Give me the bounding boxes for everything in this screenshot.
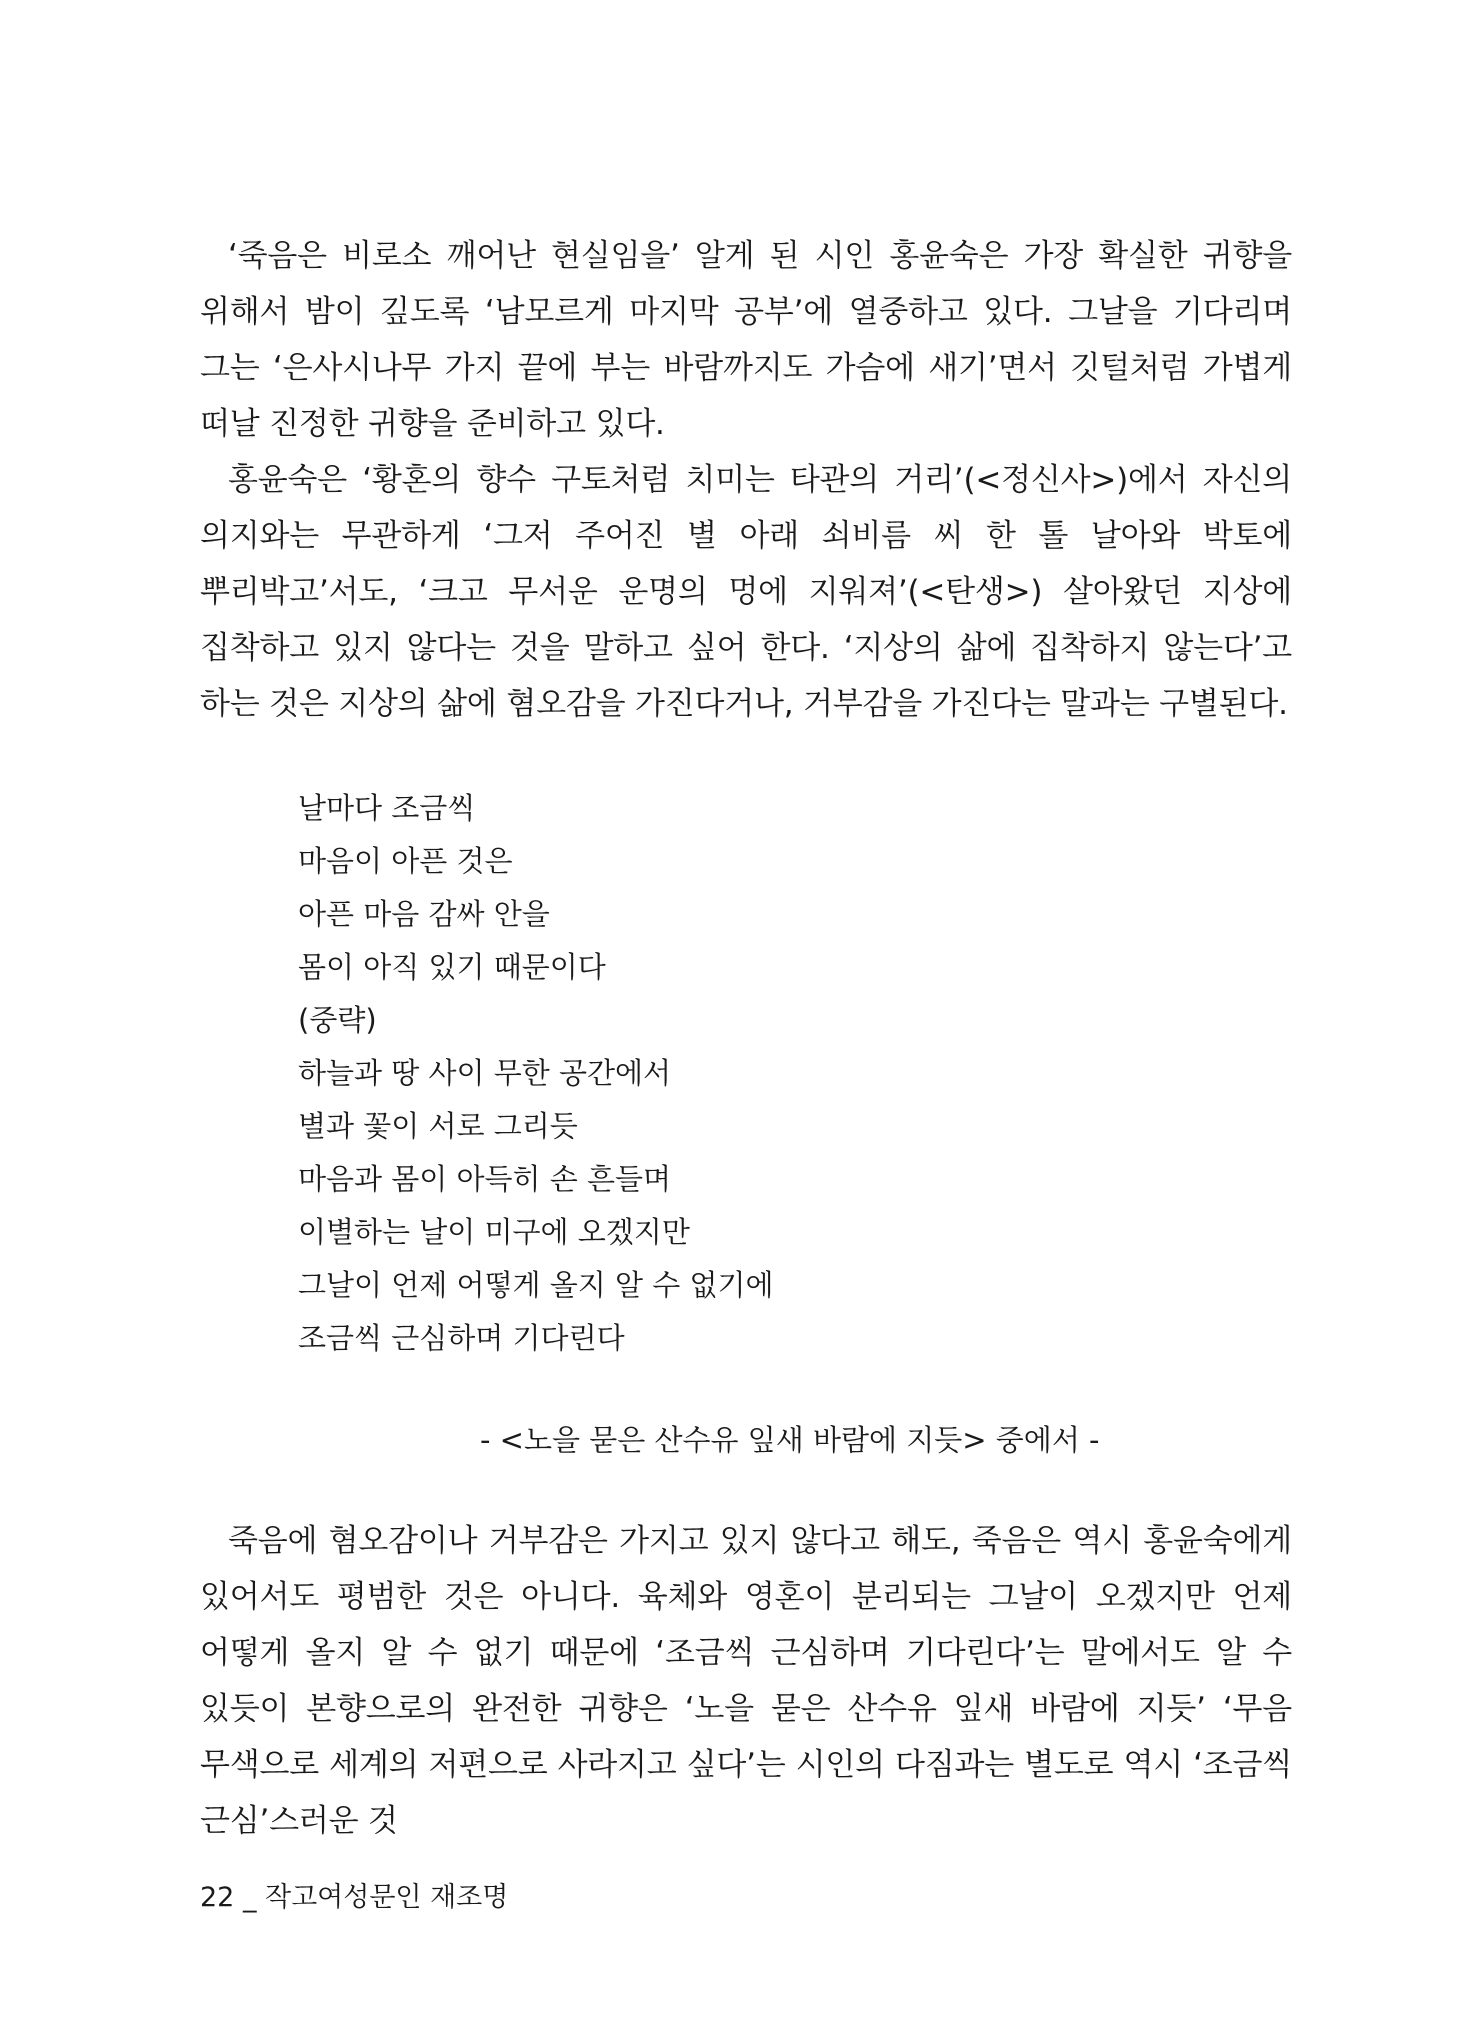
poem-line: 별과 꽃이 서로 그리듯 <box>298 1109 578 1143</box>
body-paragraph-3: 죽음에 혐오감이나 거부감은 가지고 있지 않다고 해도, 죽음은 역시 홍윤숙에게 있어서도 평범한 것은 아니다. 육체와 영혼이 분리되는 그날이 오겠지만 언제 어떻게 올지 알 수 없기 때문에 ‘조금씩 근심하며 기다린다’는 말에서도 알 수 있듯이 본향으로의 완전한 귀향은 ‘노을 묻은 산수유 잎새 바람에 지듯’ ‘무음 무색으로 세계의 저편으로 사라지고 싶다’는 시인의 다짐과는 별도로 역시 ‘조금씩 근심’스러운 것 <box>200 1523 1292 1839</box>
poem-line: 아픈 마음 감싸 안을 <box>298 897 550 931</box>
poem-line: 그날이 언제 어떻게 올지 알 수 없기에 <box>298 1268 774 1302</box>
poem-line: 조금씩 근심하며 기다린다 <box>298 1321 625 1355</box>
page-footer: 22 _ 작고여성문인 재조명 <box>200 1882 509 1913</box>
poem-line: 마음과 몸이 아득히 손 흔들며 <box>298 1162 672 1196</box>
poem-line: 날마다 조금씩 <box>298 791 476 825</box>
poem-line: (중략) <box>298 1003 377 1037</box>
poem-line: 하늘과 땅 사이 무한 공간에서 <box>298 1056 672 1090</box>
poem-line: 몸이 아직 있기 때문이다 <box>298 950 606 984</box>
poem-line: 이별하는 날이 미구에 오겠지만 <box>298 1215 690 1249</box>
poem-quote <box>298 782 774 1365</box>
body-paragraph-2: 홍윤숙은 ‘황혼의 향수 구토처럼 치미는 타관의 거리’(<정신사>)에서 자신의 의지와는 무관하게 ‘그저 주어진 별 아래 쇠비름 씨 한 톨 날아와 박토에 뿌리박고’서도, ‘크고 무서운 운명의 멍에 지워져’(<탄생>) 살아왔던 지상에 집착하고 있지 않다는 것을 말하고 싶어 한다. ‘지상의 삶에 집착하지 않는다’고 하는 것은 지상의 삶에 혐오감을 가진다거나, 거부감을 가진다는 말과는 구별된다. <box>200 462 1292 722</box>
poem-source-citation: - <노을 묻은 산수유 잎새 바람에 지듯> 중에서 - <box>480 1423 1100 1457</box>
poem-line: 마음이 아픈 것은 <box>298 844 513 878</box>
body-paragraph-1: ‘죽음은 비로소 깨어난 현실임을’ 알게 된 시인 홍윤숙은 가장 확실한 귀향을 위해서 밤이 깊도록 ‘남모르게 마지막 공부’에 열중하고 있다. 그날을 기다리며 그는 ‘은사시나무 가지 끝에 부는 바람까지도 가슴에 새기’면서 깃털처럼 가볍게 떠날 진정한 귀향을 준비하고 있다. <box>200 238 1292 442</box>
